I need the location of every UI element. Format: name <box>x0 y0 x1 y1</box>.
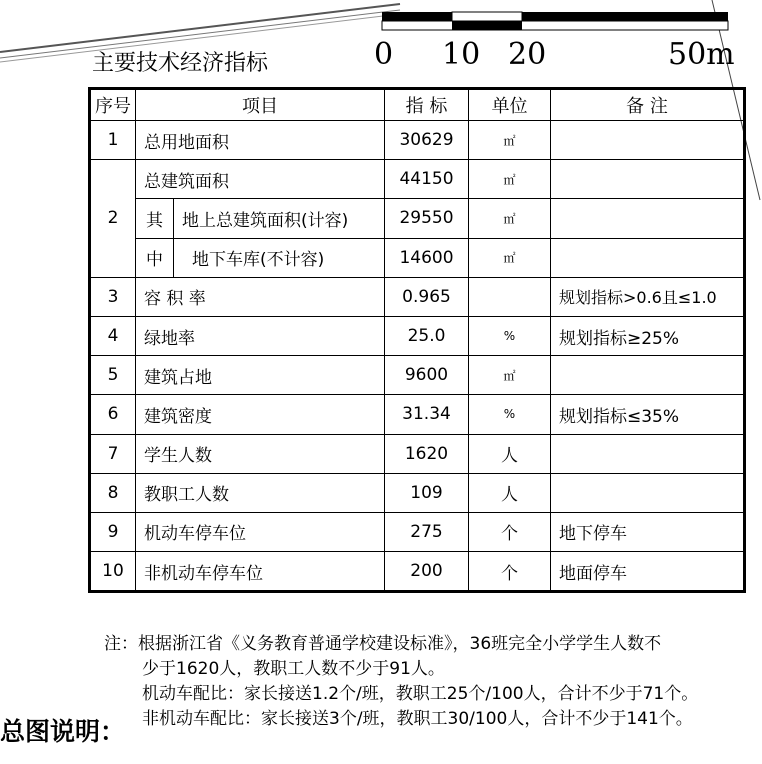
table-row <box>90 199 745 238</box>
row-unit: % <box>469 395 551 434</box>
row-unit: 个 <box>469 552 551 592</box>
row-sub-label: 中 <box>136 238 174 277</box>
row-unit: 个 <box>469 512 551 551</box>
row-value: 1620 <box>385 434 469 473</box>
row-value: 44150 <box>385 160 469 199</box>
row-unit: 人 <box>469 473 551 512</box>
scale-label-20: 20 <box>508 37 547 72</box>
row-remark <box>551 199 745 238</box>
row-no: 6 <box>90 395 136 434</box>
table-title: 主要技术经济指标 <box>92 51 269 76</box>
table-row <box>90 316 745 355</box>
row-no: 5 <box>90 356 136 395</box>
row-item: 教职工人数 <box>136 473 385 512</box>
scale-bar <box>382 12 728 30</box>
row-value: 31.34 <box>385 395 469 434</box>
row-no: 7 <box>90 434 136 473</box>
row-remark: 规划指标≤35% <box>551 395 745 434</box>
row-no: 2 <box>90 160 136 278</box>
header-item: 项目 <box>136 89 385 121</box>
row-unit: % <box>469 316 551 355</box>
row-value: 30629 <box>385 121 469 160</box>
table-row <box>90 356 745 395</box>
header-unit: 单位 <box>469 89 551 121</box>
scale-label-10: 10 <box>442 37 481 72</box>
row-remark <box>551 434 745 473</box>
row-item: 机动车停车位 <box>136 512 385 551</box>
header-no: 序号 <box>90 89 136 121</box>
table-header-row <box>90 89 745 121</box>
table-row <box>90 277 745 316</box>
row-item: 地上总建筑面积(计容) <box>174 199 385 238</box>
row-item: 建筑密度 <box>136 395 385 434</box>
row-remark <box>551 121 745 160</box>
row-item: 建筑占地 <box>136 356 385 395</box>
row-remark: 地面停车 <box>551 552 745 592</box>
table-row <box>90 512 745 551</box>
row-no: 10 <box>90 552 136 592</box>
road-line <box>0 4 400 52</box>
row-value: 0.965 <box>385 277 469 316</box>
row-value: 200 <box>385 552 469 592</box>
row-value: 14600 <box>385 238 469 277</box>
row-value: 29550 <box>385 199 469 238</box>
table-row <box>90 121 745 160</box>
row-remark <box>551 356 745 395</box>
row-remark <box>551 473 745 512</box>
table-row <box>90 473 745 512</box>
row-no: 4 <box>90 316 136 355</box>
header-value: 指 标 <box>385 89 469 121</box>
note-line: 机动车配比：家长接送1.2个/班，教职工25个/100人，合计不少于71个。 <box>142 684 699 704</box>
row-unit: ㎡ <box>469 160 551 199</box>
note-line: 非机动车配比：家长接送3个/班，教职工30/100人，合计不少于141个。 <box>142 709 693 729</box>
table-row <box>90 395 745 434</box>
row-unit <box>469 277 551 316</box>
table-row <box>90 552 745 592</box>
note-line: 少于1620人，教职工人数不少于91人。 <box>142 659 445 679</box>
row-unit: 人 <box>469 434 551 473</box>
row-item: 绿地率 <box>136 316 385 355</box>
row-remark: 地下停车 <box>551 512 745 551</box>
row-value: 275 <box>385 512 469 551</box>
row-item: 总建筑面积 <box>136 160 385 199</box>
row-value: 25.0 <box>385 316 469 355</box>
row-unit: ㎡ <box>469 121 551 160</box>
row-no: 3 <box>90 277 136 316</box>
row-remark: 规划指标≥25% <box>551 316 745 355</box>
row-item: 学生人数 <box>136 434 385 473</box>
row-unit: ㎡ <box>469 356 551 395</box>
row-no: 9 <box>90 512 136 551</box>
row-unit: ㎡ <box>469 238 551 277</box>
notes-block <box>104 632 698 732</box>
indicator-table <box>88 87 746 593</box>
row-remark <box>551 238 745 277</box>
row-item: 非机动车停车位 <box>136 552 385 592</box>
row-unit: ㎡ <box>469 199 551 238</box>
table-row <box>90 160 745 199</box>
row-value: 109 <box>385 473 469 512</box>
row-remark <box>551 160 745 199</box>
table-row <box>90 434 745 473</box>
row-no: 8 <box>90 473 136 512</box>
row-item: 总用地面积 <box>136 121 385 160</box>
row-value: 9600 <box>385 356 469 395</box>
table-row <box>90 238 745 277</box>
note-line: 注：根据浙江省《义务教育普通学校建设标准》，36班完全小学学生人数不 <box>104 634 662 654</box>
section-title: 总图说明： <box>0 717 126 746</box>
row-item: 容 积 率 <box>136 277 385 316</box>
scale-label-50m: 50m <box>668 37 735 72</box>
row-item: 地下车库(不计容) <box>174 238 385 277</box>
row-remark: 规划指标>0.6且≤1.0 <box>551 277 745 316</box>
row-no: 1 <box>90 121 136 160</box>
header-remark: 备 注 <box>551 89 745 121</box>
scale-label-0: 0 <box>374 37 394 72</box>
row-sub-label: 其 <box>136 199 174 238</box>
